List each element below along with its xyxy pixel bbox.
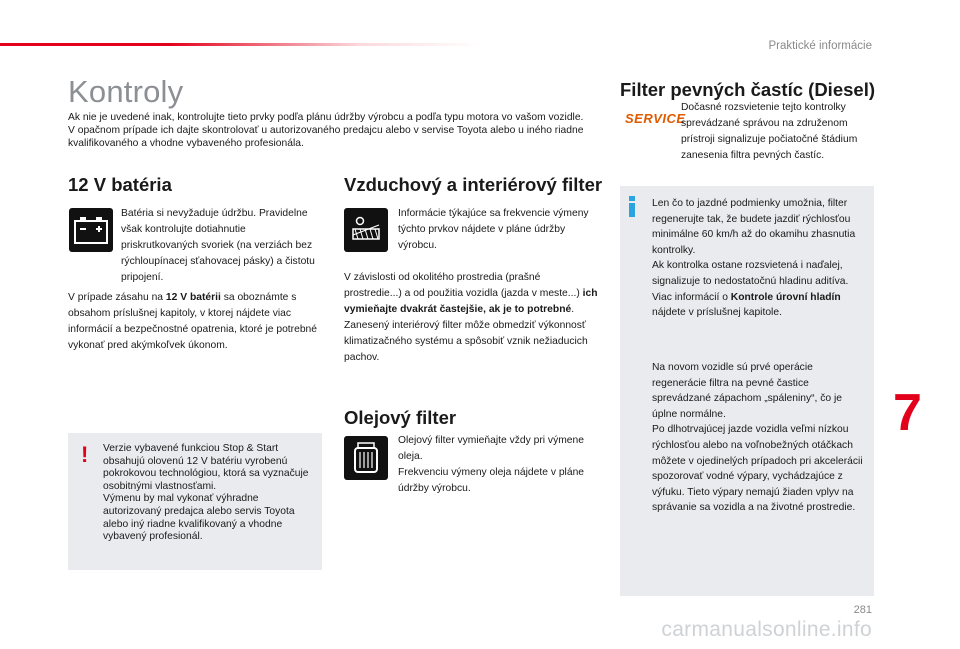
header-accent-bar [0,43,480,46]
battery-icon-text: Batéria si nevyžaduje údržbu. Pravidelne však kontrolujte dotiahnutie priskrutkovaných svoriek (na verziách bez rýchloupínacej sťahovacej pásky) a čistotu pripojení. [121,208,315,283]
oil-filter-icon-text: Olejový filter vymieňajte vždy pri výmene oleja. Frekvenciu výmeny oleja nájdete v pláne údržby výrobcu. [398,435,585,494]
air-filter-section-title: Vzduchový a interiérový filter [344,174,603,195]
battery-paragraph: V prípade zásahu na 12 V batérii sa oboznámte s obsahom príslušnej kapitoly, v ktorej nájdete viac informácií a bezpečnostné opatrenia, ktoré je potrebné vykonať pred akýmkoľvek úkonom. [68,292,317,351]
cabin-filter-icon [344,208,388,252]
service-warning-icon: SERVICE [625,111,686,126]
page-number: 281 [853,604,872,616]
page-title: Kontroly [68,74,184,109]
info-text-new-vehicle: Na novom vozidle sú prvé operácie regenerácie filtra na pevné častice sprevádzané zápachom „spáleniny“, čo je úplne normálne. Po dlhotrvajúcej jazde vozidla veľmi nízkou rýchlosťou alebo na voľnobežných otáčkach môžete v ojedinelých prípadoch pri akcelerácii spozorovať vodné výpary, vychádzajúce z výfuku. Tieto výpary nemajú žiaden vplyv na správanie sa vozidla a na životné prostredie. [652,362,863,514]
info-text-regeneration: Len čo to jazdné podmienky umožnia, filter regenerujte tak, že budete jazdiť rýchlosťou minimálne 60 km/h až do okamihu zhasnutia kontrolky. Ak kontrolka ostane rozsvietená i naďalej, signalizuje to nedostatočnú hladinu aditíva. Viac informácií o Kontrole úrovní hladín nájdete v príslušnej kapitole. [652,198,856,319]
air-filter-icon-text: Informácie týkajúce sa frekvencie výmeny týchto prvkov nájdete v pláne údržby výrobcu. [398,208,589,251]
info-icon [628,196,636,217]
oil-filter-section-title: Olejový filter [344,407,457,428]
dpf-icon-text: Dočasné rozsvietenie tejto kontrolky sprevádzané správou na združenom prístroji signalizuje počiatočné štádium zanesenia filtra pevných častíc. [681,102,858,161]
dpf-section-title: Filter pevných častíc (Diesel) [620,79,875,100]
battery-section-title: 12 V batéria [68,174,172,195]
oil-filter-icon [344,436,388,480]
battery-icon [69,208,113,252]
warning-text: Verzie vybavené funkciou Stop & Start obsahujú olovenú 12 V batériu vyrobenú pokrokovou technológiou, ktorá sa vyznačuje osobitnými vlastnosťami. Výmenu by mal vykonať výhradne autorizovaný predajca alebo servis Toyota alebo iný riadne kvalifikovaný a vhodne vybavený profesionál. [103,443,309,543]
air-filter-paragraph: V závislosti od okolitého prostredia (prašné prostredie...) a od použitia vozidla (jazda v meste...) ich vymieňajte dvakrát častejšie, ak je to potrebné. Zanesený interiérový filter môže obmedziť výkonnosť klimatizačného systému a spôsobiť vznik nežiaducich pachov. [344,272,598,363]
intro-paragraph: Ak nie je uvedené inak, kontrolujte tieto prvky podľa plánu údržby výrobcu a podľa typu motora vo vašom vozidle. V opačnom prípade ich dajte skontrolovať u autorizovaného predajcu alebo v servise Toyota alebo u iného riadne kvalifikovaného a vhodne vybaveného profesionála. [68,112,584,149]
chapter-number: 7 [893,384,922,442]
warning-icon: ! [81,442,89,467]
watermark: carmanualsonline.info [661,618,872,641]
section-header-title: Praktické informácie [768,40,872,52]
